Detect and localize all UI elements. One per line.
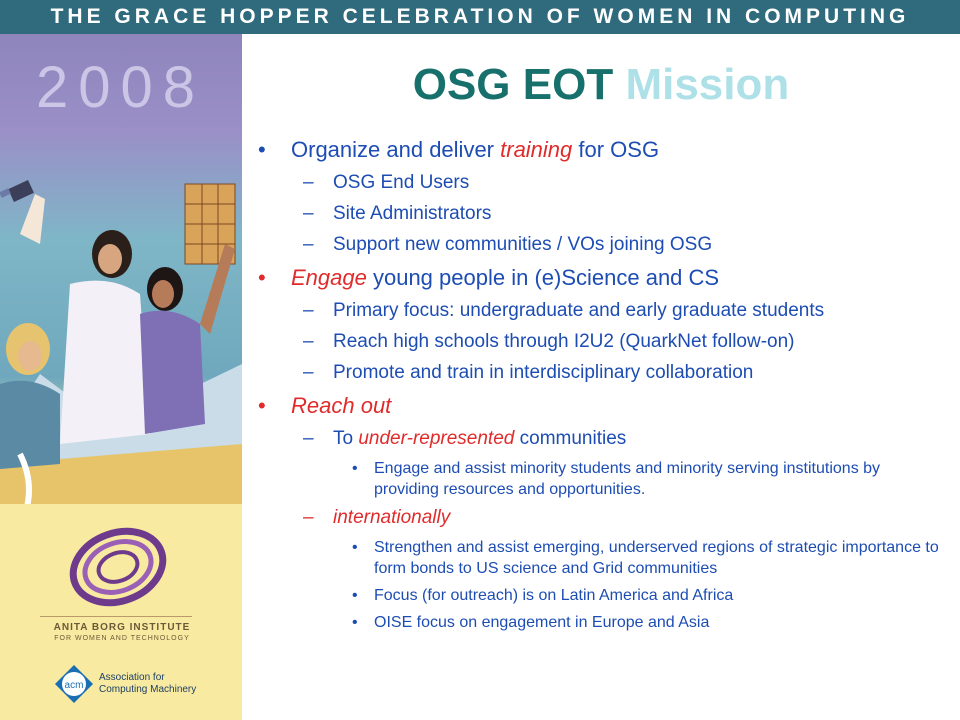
bullet-marker: •	[258, 265, 266, 290]
dash-marker: –	[303, 507, 314, 528]
sub-item	[258, 233, 948, 257]
bullet-text: Organize and deliver	[291, 137, 501, 162]
sub-item-text: communities	[514, 428, 627, 449]
dash-marker: –	[303, 362, 314, 383]
sub-item	[258, 330, 948, 354]
sub-item-text: To	[333, 428, 359, 449]
acm-name-line1: Association for	[99, 672, 165, 683]
anita-borg-subtitle: FOR WOMEN AND TECHNOLOGY	[54, 635, 190, 642]
bullet-marker: •	[352, 614, 358, 631]
bullet-marker: •	[352, 460, 358, 477]
bullet-text: young people in (e)Science and CS	[366, 265, 720, 290]
bullet-marker: •	[352, 539, 358, 556]
dash-marker: –	[303, 234, 314, 255]
sidebar-art-panel	[0, 34, 242, 720]
emphasis-training: training	[500, 137, 573, 162]
detail-point	[258, 458, 948, 500]
bullet-marker: •	[352, 587, 358, 604]
bullet-marker: •	[258, 393, 266, 418]
slide-content	[258, 136, 948, 639]
sub-item	[258, 361, 948, 385]
sub-item	[258, 506, 948, 530]
detail-point	[258, 537, 948, 579]
anita-borg-logo-icon	[58, 522, 178, 612]
bullet-reach-out	[258, 392, 948, 419]
bullet-marker: •	[258, 137, 266, 162]
sub-item	[258, 202, 948, 226]
detail-text: Focus (for outreach) is on Latin America and Africa	[374, 587, 734, 604]
detail-text: OISE focus on engagement in Europe and Asia	[374, 614, 710, 631]
dash-marker: –	[303, 428, 314, 449]
title-part2: Mission	[625, 60, 790, 109]
bullet-engage	[258, 264, 948, 291]
emphasis-reach-out: Reach out	[291, 393, 392, 418]
dash-marker: –	[303, 203, 314, 224]
sub-item-text: Site Administrators	[333, 203, 492, 224]
conference-banner	[0, 0, 960, 34]
dash-marker: –	[303, 331, 314, 352]
detail-point	[258, 612, 948, 633]
acm-logo-icon	[54, 664, 94, 704]
emphasis-internationally: internationally	[333, 507, 451, 528]
banner-title: THE GRACE HOPPER CELEBRATION OF WOMEN IN COMPUTING	[50, 5, 910, 28]
sub-item-text: Reach high schools through I2U2 (QuarkNet follow-on)	[333, 331, 795, 352]
illustration-art	[0, 124, 242, 524]
anita-borg-name: ANITA BORG INSTITUTE	[53, 622, 191, 633]
sub-item-text: OSG End Users	[333, 172, 470, 193]
sub-item-text: Primary focus: undergraduate and early graduate students	[333, 300, 825, 321]
title-part1: OSG EOT	[412, 60, 614, 109]
detail-text: Engage and assist minority students and minority serving institutions by providing resources and opportunities.	[374, 460, 881, 498]
dash-marker: –	[303, 300, 314, 321]
detail-text: Strengthen and assist emerging, underserved regions of strategic importance to form bonds to US science and Grid communities	[374, 539, 939, 577]
sub-item-text: Support new communities / VOs joining OSG	[333, 234, 713, 255]
sub-item	[258, 427, 948, 451]
slide-title	[242, 60, 960, 110]
detail-point	[258, 585, 948, 606]
dash-marker: –	[303, 172, 314, 193]
logo-divider	[40, 616, 192, 617]
sub-item-text: Promote and train in interdisciplinary collaboration	[333, 362, 754, 383]
bullet-training	[258, 136, 948, 163]
acm-name	[99, 672, 196, 696]
acm-logo-text: acm	[64, 680, 84, 691]
emphasis-under-represented: under-represented	[358, 428, 515, 449]
bullet-text: for OSG	[572, 137, 660, 162]
year-label: 2008	[36, 55, 206, 120]
sub-item	[258, 171, 948, 195]
sub-item	[258, 299, 948, 323]
emphasis-engage: Engage	[291, 265, 367, 290]
acm-name-line2: Computing Machinery	[99, 684, 197, 695]
